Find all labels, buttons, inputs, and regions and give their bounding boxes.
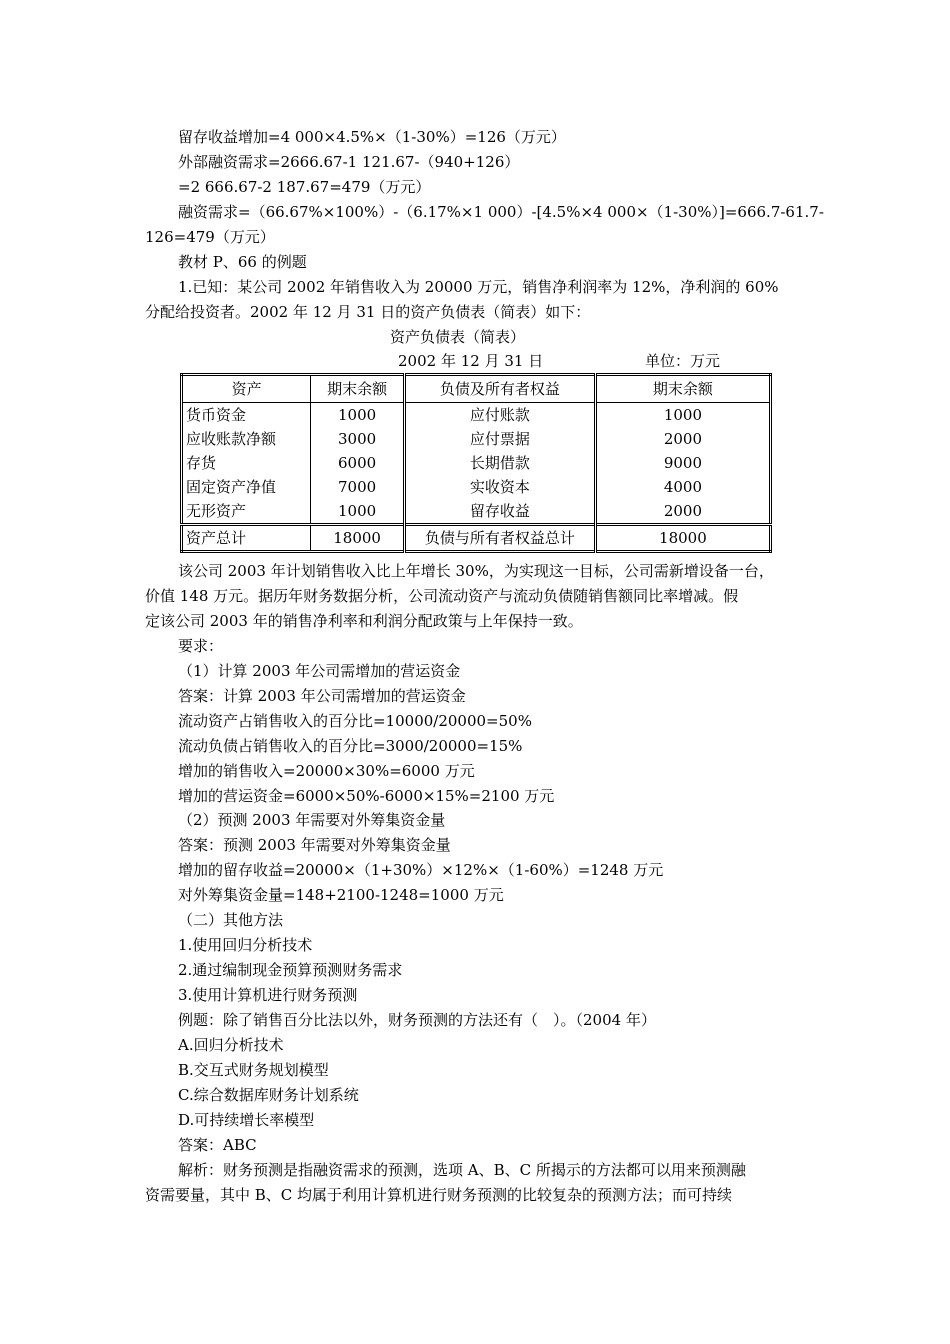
text-line: 3.使用计算机进行财务预测 [178, 986, 358, 1004]
text-line: （二）其他方法 [178, 911, 284, 929]
text-line: D.可持续增长率模型 [178, 1111, 315, 1129]
header-cell: 期末余额 [595, 375, 770, 403]
table-cell: 7000 [311, 475, 405, 499]
header-cell: 资产 [182, 375, 311, 403]
text-line: 答案：计算 2003 年公司需增加的营运资金 [178, 687, 466, 705]
table-cell: 留存收益 [404, 499, 595, 525]
text-line: 分配给投资者。2002 年 12 月 31 日的资产负债表（简表）如下： [145, 303, 591, 321]
header-cell: 期末余额 [311, 375, 405, 403]
text-line: 该公司 2003 年计划销售收入比上年增长 30%，为实现这一目标，公司需新增设备一台， [178, 562, 774, 580]
text-line: =2 666.67-2 187.67=479（万元） [178, 178, 431, 196]
table-cell: 3000 [311, 427, 405, 451]
table-cell: 存货 [182, 451, 311, 475]
table-cell: 应付账款 [404, 403, 595, 428]
text-line: 2.通过编制现金预算预测财务需求 [178, 961, 403, 979]
table-cell: 9000 [663, 454, 702, 472]
text-line: 增加的留存收益=20000×（1+30%）×12%×（1-60%）=1248 万元 [178, 861, 664, 879]
text-line: 流动负债占销售收入的百分比=3000/20000=15% [178, 737, 523, 755]
table-cell: 1000 [663, 406, 702, 424]
text-line: 解析：财务预测是指融资需求的预测，选项 A、B、C 所揭示的方法都可以用来预测融 [178, 1161, 746, 1179]
balance-sheet-table [180, 373, 772, 553]
table-cell: 应付票据 [404, 427, 595, 451]
text-line: 要求： [178, 637, 224, 655]
table-title: 资产负债表（简表） [390, 328, 526, 346]
text-line: 1.已知：某公司 2002 年销售收入为 20000 万元，销售净利润率为 12%，净利润的 60% [178, 278, 779, 296]
table-cell: 18000 [311, 525, 405, 552]
text-line: B.交互式财务规划模型 [178, 1061, 329, 1079]
text-line: 流动资产占销售收入的百分比=10000/20000=50% [178, 712, 532, 730]
table-cell: 应收账款净额 [182, 427, 311, 451]
text-line: 融资需求=（66.67%×100%）-（6.17%×1 000）-[4.5%×4 000×（1-30%）]=666.7-61.7- [178, 203, 824, 221]
text-line: 增加的销售收入=20000×30%=6000 万元 [178, 762, 475, 780]
text-line: 教材 P、66 的例题 [178, 253, 307, 271]
table-cell: 6000 [311, 451, 405, 475]
text-line: 留存收益增加=4 000×4.5%×（1-30%）=126（万元） [178, 128, 566, 146]
table-cell: 资产总计 [182, 525, 311, 552]
table-cell: 固定资产净值 [182, 475, 311, 499]
text-line: 例题：除了销售百分比法以外，财务预测的方法还有（ ）。（2004 年） [178, 1011, 656, 1029]
header-cell: 负债及所有者权益 [404, 375, 595, 403]
text-line: 定该公司 2003 年的销售净利率和利润分配政策与上年保持一致。 [145, 612, 583, 630]
table-header-row [182, 375, 771, 403]
table-date: 2002 年 12 月 31 日 [398, 352, 544, 370]
text-line: A.回归分析技术 [178, 1036, 284, 1054]
table-row [182, 403, 771, 428]
table-cell: 无形资产 [182, 499, 311, 525]
table-cell: 货币资金 [182, 403, 311, 428]
text-line: 126=479（万元） [145, 228, 275, 246]
text-line: 答案：预测 2003 年需要对外筹集资金量 [178, 836, 451, 854]
table-total-row [182, 525, 771, 552]
table-cell: 2000 [663, 502, 702, 520]
text-line: 对外筹集资金量=148+2100-1248=1000 万元 [178, 886, 504, 904]
text-line: 增加的营运资金=6000×50%-6000×15%=2100 万元 [178, 787, 555, 805]
table-cell: 18000 [595, 525, 770, 552]
table-row [182, 451, 771, 475]
text-line: （2）预测 2003 年需要对外筹集资金量 [178, 811, 446, 829]
table-row [182, 427, 771, 451]
table-cell: 4000 [663, 478, 702, 496]
table-cell: 1000 [311, 403, 405, 428]
table-row [182, 475, 771, 499]
text-line: 答案：ABC [178, 1136, 257, 1154]
table-cell: 长期借款 [404, 451, 595, 475]
table-cell: 负债与所有者权益总计 [404, 525, 595, 552]
text-line: 价值 148 万元。据历年财务数据分析，公司流动资产与流动负债随销售额同比率增减。假 [145, 587, 739, 605]
table-row [182, 499, 771, 525]
table-cell: 1000 [311, 499, 405, 525]
text-line: （1）计算 2003 年公司需增加的营运资金 [178, 662, 461, 680]
table-cell: 实收资本 [404, 475, 595, 499]
text-line: 外部融资需求=2666.67-1 121.67-（940+126） [178, 153, 520, 171]
table-cell: 2000 [663, 430, 702, 448]
table-unit: 单位：万元 [645, 352, 721, 370]
text-line: C.综合数据库财务计划系统 [178, 1086, 359, 1104]
text-line: 资需要量，其中 B、C 均属于利用计算机进行财务预测的比较复杂的预测方法；而可持续 [145, 1186, 733, 1204]
text-line: 1.使用回归分析技术 [178, 936, 313, 954]
